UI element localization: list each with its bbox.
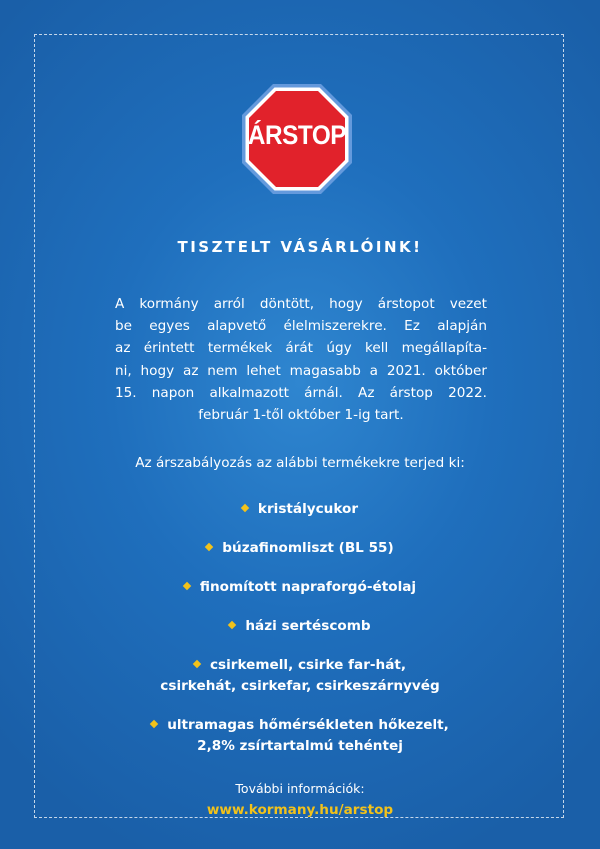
list-item-label: ultramagas hőmérsékleten hőkezelt, <box>167 717 449 733</box>
bullet-diamond-icon <box>228 621 236 629</box>
intro-paragraph <box>115 293 487 426</box>
list-item-label: csirkehát, csirkefar, csirkeszárnyvég <box>160 678 440 694</box>
intro-line: február 1-től október 1-ig tart. <box>198 407 404 424</box>
bullet-diamond-icon <box>241 504 249 512</box>
intro-line: ni, hogy az nem lehet magasabb a 2021. október <box>115 362 487 379</box>
bullet-diamond-icon <box>183 582 191 590</box>
list-item-label: házi sertéscomb <box>245 618 371 634</box>
list-item <box>0 538 600 559</box>
list-item-label: búzafinomliszt (BL 55) <box>222 540 394 556</box>
intro-line: az érintett termékek árát úgy kell megállapíta- <box>115 340 487 357</box>
list-item-label: finomított napraforgó-étolaj <box>199 579 417 595</box>
list-item <box>0 616 600 637</box>
list-item <box>0 655 600 697</box>
list-item-label: kristálycukor <box>257 501 359 517</box>
more-info-link[interactable]: www.kormany.hu/arstop <box>206 802 394 818</box>
bullet-diamond-icon <box>150 720 158 728</box>
intro-line: be egyes alapvető élelmiszerekre. Ez alapján <box>115 318 487 335</box>
list-item <box>0 499 600 520</box>
logo-text: ÁRSTOP <box>247 120 347 150</box>
list-item-label: 2,8% zsírtartalmú tehéntej <box>197 738 403 754</box>
page-title: TISZTELT VÁSÁRLÓINK! <box>177 238 423 256</box>
more-info-label: További információk: <box>235 781 365 796</box>
intro-line: A kormány arról döntött, hogy árstopot vezet <box>115 296 487 312</box>
list-item <box>0 715 600 757</box>
scope-text: Az árszabályozás az alábbi termékekre terjed ki: <box>135 455 465 471</box>
bullet-diamond-icon <box>205 543 213 551</box>
list-item <box>0 577 600 598</box>
intro-line: 15. napon alkalmazott árnál. Az árstop 2022. <box>115 384 487 401</box>
list-item-label: csirkemell, csirke far-hát, <box>209 657 407 673</box>
bullet-diamond-icon <box>193 660 201 668</box>
